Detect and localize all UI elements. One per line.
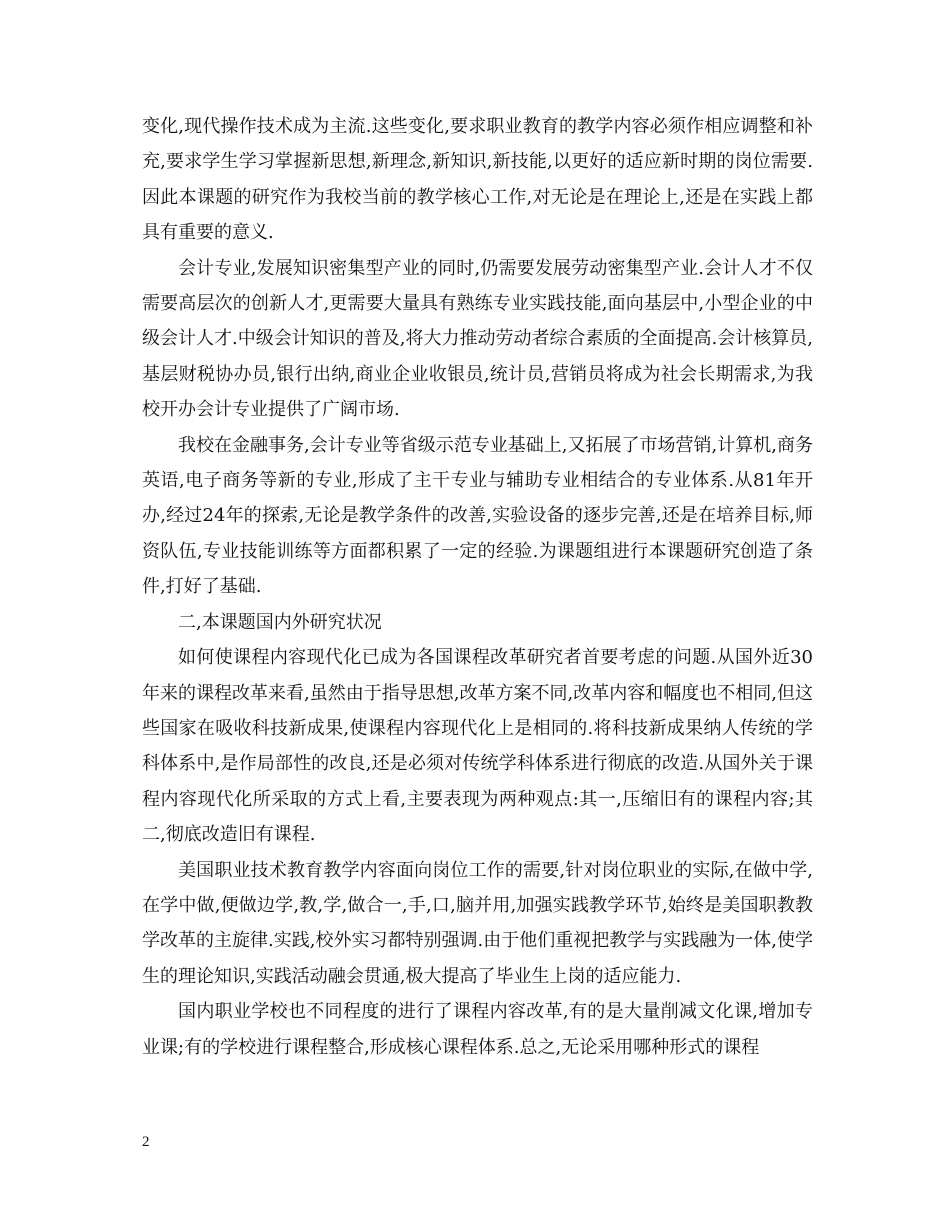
- paragraph-5: 美国职业技术教育教学内容面向岗位工作的需要,针对岗位职业的实际,在做中学,在学中做,便做边学,教,学,做合一,手,口,脑并用,加强实践教学环节,始终是美国职教教学改革的主旋律.实践,校外实习都特别强调.由于他们重视把教学与实践融为一体,使学生的理论知识,实践活动融会贯通,极大提高了毕业生上岗的适应能力.: [142, 859, 813, 987]
- section-heading: 二,本课题国内外研究状况: [178, 611, 382, 633]
- paragraph-1: 变化,现代操作技术成为主流.这些变化,要求职业教育的教学内容必须作相应调整和补充,要求学生学习掌握新思想,新理念,新知识,新技能,以更好的适应新时期的岗位需要.因此本课题的研究作为我校当前的教学核心工作,对无论是在理论上,还是在实践上都具有重要的意义.: [142, 116, 813, 244]
- paragraph-4: 如何使课程内容现代化已成为各国课程改革研究者首要考虑的问题.从国外近30年来的课程改革来看,虽然由于指导思想,改革方案不同,改革内容和幅度也不相同,但这些国家在吸收科技新成果,使课程内容现代化上是相同的.将科技新成果纳人传统的学科体系中,是作局部性的改良,还是必须对传统学科体系进行彻底的改造.从国外关于课程内容现代化所采取的方式上看,主要表现为两种观点:其一,压缩旧有的课程内容;其二,彻底改造旧有课程.: [142, 647, 813, 846]
- paragraph-6: 国内职业学校也不同程度的进行了课程内容改革,有的是大量削减文化课,增加专业课;有的学校进行课程整合,形成核心课程体系.总之,无论采用哪种形式的课程: [142, 1001, 813, 1058]
- paragraph-3: 我校在金融事务,会计专业等省级示范专业基础上,又拓展了市场营销,计算机,商务英语,电子商务等新的专业,形成了主干专业与辅助专业相结合的专业体系.从81年开办,经过24年的探索,无论是教学条件的改善,实验设备的逐步完善,还是在培养目标,师资队伍,专业技能训练等方面都积累了一定的经验.为课题组进行本课题研究创造了条件,打好了基础.: [142, 434, 813, 598]
- page-number: 2: [142, 1134, 150, 1150]
- paragraph-2: 会计专业,发展知识密集型产业的同时,仍需要发展劳动密集型产业.会计人才不仅需要高层次的创新人才,更需要大量具有熟练专业实践技能,面向基层中,小型企业的中级会计人才.中级会计知识的普及,将大力推动劳动者综合素质的全面提高.会计核算员,基层财税协办员,银行出纳,商业企业收银员,统计员,营销员将成为社会长期需求,为我校开办会计专业提供了广阔市场.: [142, 257, 813, 421]
- document-body: [142, 109, 813, 1065]
